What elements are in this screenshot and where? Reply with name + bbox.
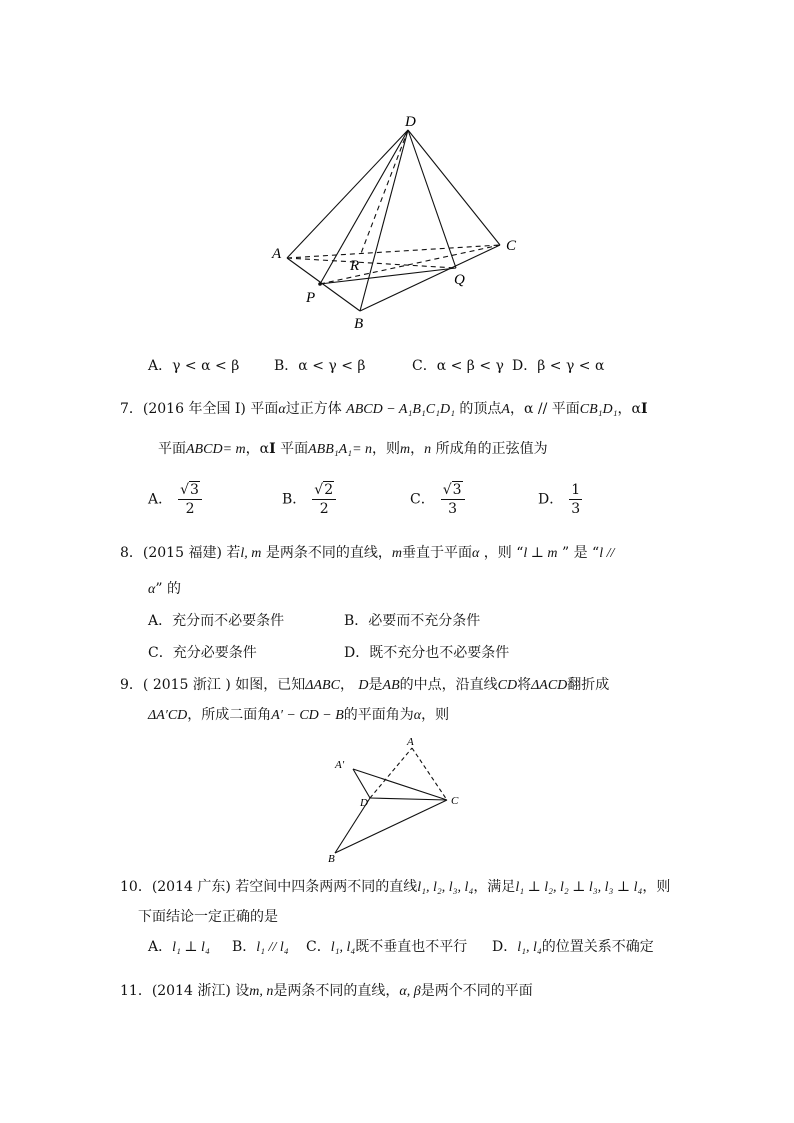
q7-option-d: D． $\frac{1}{3}$ bbox=[538, 482, 581, 517]
edge-dr-dashed bbox=[360, 130, 408, 256]
q8-option-b: B．必要而不充分条件 bbox=[344, 613, 481, 629]
q7-option-c: C． $\frac{√3}{3}$ bbox=[410, 482, 465, 517]
edge-pq bbox=[320, 268, 456, 284]
edge-dc bbox=[370, 798, 447, 800]
edge-a1c bbox=[353, 769, 447, 800]
q8-stem-line2: α” 的 bbox=[148, 581, 181, 597]
edge-dc bbox=[408, 130, 500, 245]
edge-dq bbox=[408, 130, 456, 268]
label-r: R bbox=[350, 258, 360, 274]
label-d: D bbox=[405, 114, 416, 130]
q7-option-a: A． $\frac{√3}{2}$ bbox=[148, 482, 202, 517]
label-q: Q bbox=[454, 272, 465, 288]
edge-db bbox=[360, 130, 408, 311]
edge-da bbox=[287, 130, 408, 258]
q7-option-b: B． $\frac{√2}{2}$ bbox=[282, 482, 336, 517]
label-c: C bbox=[451, 795, 459, 807]
q11-stem-line1: 11．(2014 浙江) 设m, n是两条不同的直线，α, β是两个不同的平面 bbox=[120, 983, 533, 999]
fold-figure bbox=[325, 734, 475, 866]
edge-bc bbox=[360, 245, 500, 311]
edge-da-dashed bbox=[370, 748, 412, 798]
q10-option-a: A．l₁ ⊥ l₄ bbox=[148, 939, 210, 955]
q6-option-a: A．γ < α < β bbox=[148, 358, 240, 374]
q10-option-b: B．l₁ // l₄ bbox=[232, 939, 289, 955]
label-a: A bbox=[407, 736, 414, 748]
q8-stem-line1: 8．(2015 福建) 若l, m 是两条不同的直线，m垂直于平面α ，则 “l ⊥ m ” 是 “l // bbox=[120, 545, 615, 561]
pyramid-figure bbox=[260, 108, 530, 338]
q6-option-b: B．α < γ < β bbox=[274, 358, 366, 374]
q9-stem-line1: 9．( 2015 浙江 ) 如图，已知ΔABC， D是AB的中点，沿直线CD将ΔACD翻折成 bbox=[120, 677, 610, 693]
label-d: D bbox=[360, 797, 368, 809]
label-a-prime: A′ bbox=[335, 759, 345, 771]
q7-stem-line1: 7．(2016 年全国 I) 平面α过正方体 ABCD − A₁B₁C₁D₁ 的顶点A，α // 平面CB₁D₁，αⅠ bbox=[120, 401, 648, 417]
q7-stem-line2: 平面ABCD= m，αⅠ 平面ABB₁A₁= n，则m，n 所成角的正弦值为 bbox=[158, 441, 548, 457]
edge-ac-dashed bbox=[287, 245, 500, 258]
q10-option-d: D．l₁, l₄的位置关系不确定 bbox=[492, 939, 654, 955]
label-b: B bbox=[354, 316, 364, 332]
q8-option-c: C．充分必要条件 bbox=[148, 645, 257, 661]
q10-option-c: C．l₁, l₄既不垂直也不平行 bbox=[306, 939, 468, 955]
q9-stem-line2: ΔA′CD，所成二面角A′ − CD − B的平面角为α，则 bbox=[148, 707, 450, 723]
edge-pc-dashed bbox=[320, 245, 500, 284]
label-p: P bbox=[306, 290, 316, 306]
q10-stem-line1: 10．(2014 广东) 若空间中四条两两不同的直线l₁, l₂, l₃, l₄，满足l₁ ⊥ l₂, l₂ ⊥ l₃, l₃ ⊥ l₄，则 bbox=[120, 879, 671, 895]
q6-option-d: D．β < γ < α bbox=[512, 358, 605, 374]
q10-stem-line2: 下面结论一定正确的是 bbox=[138, 909, 278, 925]
label-a: A bbox=[272, 246, 282, 262]
label-b: B bbox=[328, 853, 335, 865]
q8-option-a: A．充分而不必要条件 bbox=[148, 613, 285, 629]
edge-ac-dashed bbox=[412, 748, 447, 800]
q6-option-c: C．α < β < γ bbox=[412, 358, 504, 374]
label-c: C bbox=[506, 238, 517, 254]
q8-option-d: D．既不充分也不必要条件 bbox=[344, 645, 510, 661]
